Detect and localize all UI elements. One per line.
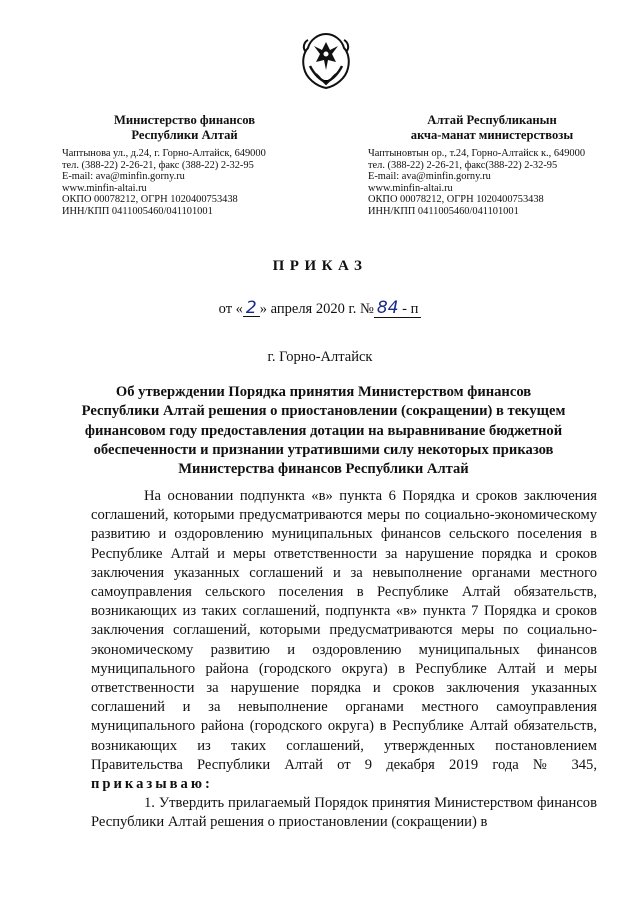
phone-line: тел. (388-22) 2-26-21, факс (388-22) 2-32-95 bbox=[62, 159, 254, 171]
email-line: E-mail: ava@minfin.gorny.ru bbox=[368, 171, 491, 183]
coat-of-arms-emblem bbox=[296, 30, 356, 92]
okpo-line: ОКПО 00078212, ОГРН 1020400753438 bbox=[62, 194, 238, 206]
paragraph-text: На основании подпункта «в» пункта 6 Порядка и сроков заключения соглашений, которыми предусматриваются меры по социально-экономическому развитию и оздоровлению муниципальных финансов сельского поселения в Республике Алтай и меры ответственности за нарушение порядка и сроков заключения указанных соглашений и за невыполнение органами местного самоуправления сельского поселения в Республике Алтай обязательств, возникающих из таких соглашений, подпункта «в» пункта 7 Порядка и сроков заключения соглашений, которыми предусматриваются меры по социально-экономическому развитию и оздоровлению муниципальных финансов муниципального района (городского округа) в Республике Алтай и меры ответственности за нарушение порядка и сроков заключения указанных соглашений и за невыполнение органами местного самоуправления муниципального района (городского округа) в Республике Алтай обязательств, возникающих из таких соглашений, утвержденных постановлением Правительства Республики Алтай от 9 декабря 2019 года № 345, bbox=[91, 488, 597, 773]
date-middle: » апреля 2020 г. № bbox=[259, 301, 374, 317]
date-prefix: от « bbox=[218, 301, 243, 317]
order-title: ПРИКАЗ bbox=[272, 258, 368, 274]
order-command-word: приказываю: bbox=[91, 776, 213, 793]
phone-line: тел. (388-22) 2-26-21, факс(388-22) 2-32-95 bbox=[368, 159, 558, 171]
body-paragraph-2: 1. Утвердить прилагаемый Порядок принятия Министерством финансов Республики Алтай решения о приостановлении (сокращении) в bbox=[91, 795, 597, 831]
ministry-name-line1: Алтай Республиканын bbox=[427, 113, 557, 127]
order-number-handwritten: 84 bbox=[376, 298, 399, 318]
ministry-name-line2: акча-манат министерствозы bbox=[410, 127, 574, 142]
ministry-header-altai bbox=[368, 113, 616, 218]
inn-line: ИНН/КПП 0411005460/041101001 bbox=[62, 205, 213, 217]
city-line: г. Горно-Алтайск bbox=[267, 349, 373, 365]
ministry-name-line1: Министерство финансов bbox=[113, 113, 256, 127]
email-line: E-mail: ava@minfin.gorny.ru bbox=[62, 171, 185, 183]
ministry-contact-info bbox=[368, 148, 616, 218]
ministry-name-line2: Республики Алтай bbox=[131, 127, 238, 142]
order-number-field bbox=[374, 300, 421, 318]
inn-line: ИНН/КПП 0411005460/041101001 bbox=[368, 205, 519, 217]
order-subject: Об утверждении Порядка принятия Министерством финансов Республики Алтай решения о приостановлении (сокращении) в текущем финансовом году предоставления дотации на выравнивание бюджетной обеспеченности и признании утратившими силу некоторых приказов Министерства финансов Республики Алтай bbox=[81, 384, 566, 478]
order-date-line bbox=[0, 300, 640, 318]
order-day-handwritten: 2 bbox=[243, 300, 260, 317]
website-line: www.minfin-altai.ru bbox=[62, 182, 147, 194]
okpo-line: ОКПО 00078212, ОГРН 1020400753438 bbox=[368, 194, 544, 206]
ministry-contact-info bbox=[62, 148, 307, 218]
order-number-suffix: - п bbox=[402, 301, 419, 317]
address-line: Чаптынова ул., д.24, г. Горно-Алтайск, 649000 bbox=[62, 148, 266, 159]
address-line: Чаптыновтын ор., т.24, Горно-Алтайск к., 649000 bbox=[368, 148, 586, 159]
order-body bbox=[91, 487, 597, 833]
website-line: www.minfin-altai.ru bbox=[368, 182, 453, 194]
body-paragraph-1 bbox=[91, 487, 597, 794]
ministry-header-russian bbox=[62, 113, 307, 218]
